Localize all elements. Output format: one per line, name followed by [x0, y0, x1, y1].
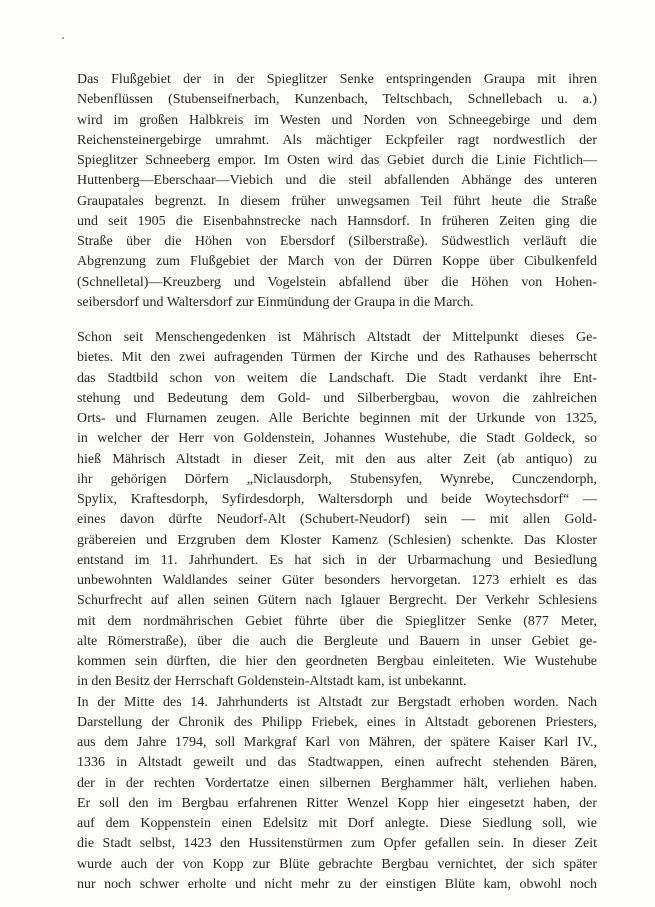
text-line: Nebenflüssen (Stubenseifnerbach, Kunzenbach, Teltschbach, Schnellebach u. a.)	[77, 92, 597, 108]
text-line: aus dem Jahre 1794, soll Markgraf Karl von Mähren, der spätere Kaiser Karl IV.,	[77, 735, 597, 750]
text-line: Spieglitzer Schneeberg empor. Im Osten wird das Gebiet durch die Linie Fichtlich—	[77, 153, 597, 168]
text-line: gräbereien und Erzgruben dem Kloster Kamenz (Schlesien) schenkte. Das Kloster	[77, 532, 597, 548]
text-line: (Schnelletal)—Kreuzberg und Vogelstein abfallend über die Höhen von Hohen-	[77, 274, 597, 290]
text-line: Reichensteinergebirge umrahmt. Als mächtiger Eckpfeiler ragt nordwestlich der	[77, 132, 597, 148]
text-line: wird im großen Halbkreis im Westen und Norden von Schneegebirge und dem	[77, 112, 597, 128]
text-line: eines davon dürfte Neudorf-Alt (Schubert-Neudorf) sein — mit allen Gold-	[77, 512, 597, 528]
text-line: Huttenberg—Eberschaar—Viebich und die steil abfallenden Abhänge des unteren	[77, 173, 597, 189]
text-line: seibersdorf und Waltersdorf zur Einmündung der Graupa in die March.	[77, 294, 474, 310]
text-line: die Stadt selbst, 1423 den Hussitenstürmen zum Opfer gefallen sein. In dieser Zeit	[77, 836, 597, 852]
text-line: Spylix, Kraftesdorph, Syfirdesdorph, Waltersdorph und beide Woytechsdorf“ —	[77, 492, 597, 507]
text-line: unbewohnten Waldlandes seiner Güter besonders hervorgetan. 1273 erhielt es das	[77, 573, 597, 588]
text-line: bietes. Mit den zwei aufragenden Türmen der Kirche und des Rathauses beherrscht	[77, 350, 597, 366]
text-line: wurde auch der von Kopp zur Blüte gebrachte Bergbau vernichtet, der sich später	[77, 856, 597, 872]
text-line: In der Mitte des 14. Jahrhunderts ist Altstadt zur Bergstadt erhoben worden. Nach	[77, 694, 597, 710]
text-line: Darstellung der Chronik des Philipp Friebek, eines in Altstadt geborenen Priesters,	[77, 714, 597, 730]
text-line: Orts- und Flurnamen zeugen. Alle Berichte beginnen mit der Urkunde von 1325,	[77, 411, 597, 426]
text-line: 1336 in Altstadt geweilt und das Stadtwappen, einen aufrecht stehenden Bären,	[77, 755, 597, 771]
text-line: und seit 1905 die Eisenbahnstrecke nach Hannsdorf. In früheren Zeiten ging die	[77, 213, 597, 229]
text-line: Er soll den im Bergbau erfahrenen Ritter Wenzel Kopp hier eingesetzt haben, der	[77, 795, 597, 811]
text-line: kommen sein dürften, die hier den geordneten Bergbau einleiteten. Wie Wustehube	[77, 654, 597, 669]
text-line: mit dem nordmährischen Gebiet führte über die Spieglitzer Senke (877 Meter,	[77, 613, 597, 629]
text-line: in welcher der Herr von Goldenstein, Johannes Wustehube, die Stadt Goldeck, so	[77, 431, 597, 447]
text-line: Schon seit Menschengedenken ist Mährisch Altstadt der Mittelpunkt dieses Ge-	[77, 330, 597, 345]
text-line: Graupatales begrenzt. In diesem früher unwegsamen Teil führt heute die Straße	[77, 193, 597, 209]
text-line: Das Flußgebiet der in der Spieglitzer Senke entspringenden Graupa mit ihren	[77, 72, 597, 87]
text-line: alte Römerstraße), über die auch die Bergleute und Bauern in unser Gebiet ge-	[77, 633, 597, 649]
text-line: hieß Mährisch Altstadt in dieser Zeit, mit den aus alter Zeit (ab antiquo) zu	[77, 451, 597, 467]
text-line: Abgrenzung zum Flußgebiet der March von der Dürren Koppe über Cibulkenfeld	[77, 254, 597, 270]
text-line: auf dem Koppenstein einen Edelsitz mit Dorf anlegte. Diese Siedlung soll, wie	[77, 816, 597, 831]
text-line: nur noch schwer erholte und nicht mehr zu der einstigen Blüte kam, obwohl noch	[77, 876, 597, 892]
text-line: in den Besitz der Herrschaft Goldenstein-Altstadt kam, ist unbekannt.	[77, 674, 467, 690]
text-line: Schurfrecht auf allen seinen Gütern nach Iglauer Bergrecht. Der Verkehr Schlesiens	[77, 593, 597, 609]
text-line: stehung und Bedeutung dem Gold- und Silberbergbau, wovon die zahlreichen	[77, 390, 597, 406]
text-line: entstand im 11. Jahrhundert. Es hat sich in der Urbarmachung und Besiedlung	[77, 552, 597, 568]
text-line: Straße über die Höhen von Ebersdorf (Silberstraße). Südwestlich verläuft die	[77, 234, 597, 249]
text-line: der in der rechten Vordertatze einen silbernen Berghammer hält, verliehen haben.	[77, 775, 597, 791]
scan-speck	[62, 37, 64, 39]
text-line: das Stadtbild schon von weitem die Landschaft. Die Stadt verdankt ihre Ent-	[77, 370, 597, 386]
text-line: ihr gehörigen Dörfern „Niclausdorph, Stubensyfen, Wynrebe, Cunczendorph,	[77, 471, 597, 487]
